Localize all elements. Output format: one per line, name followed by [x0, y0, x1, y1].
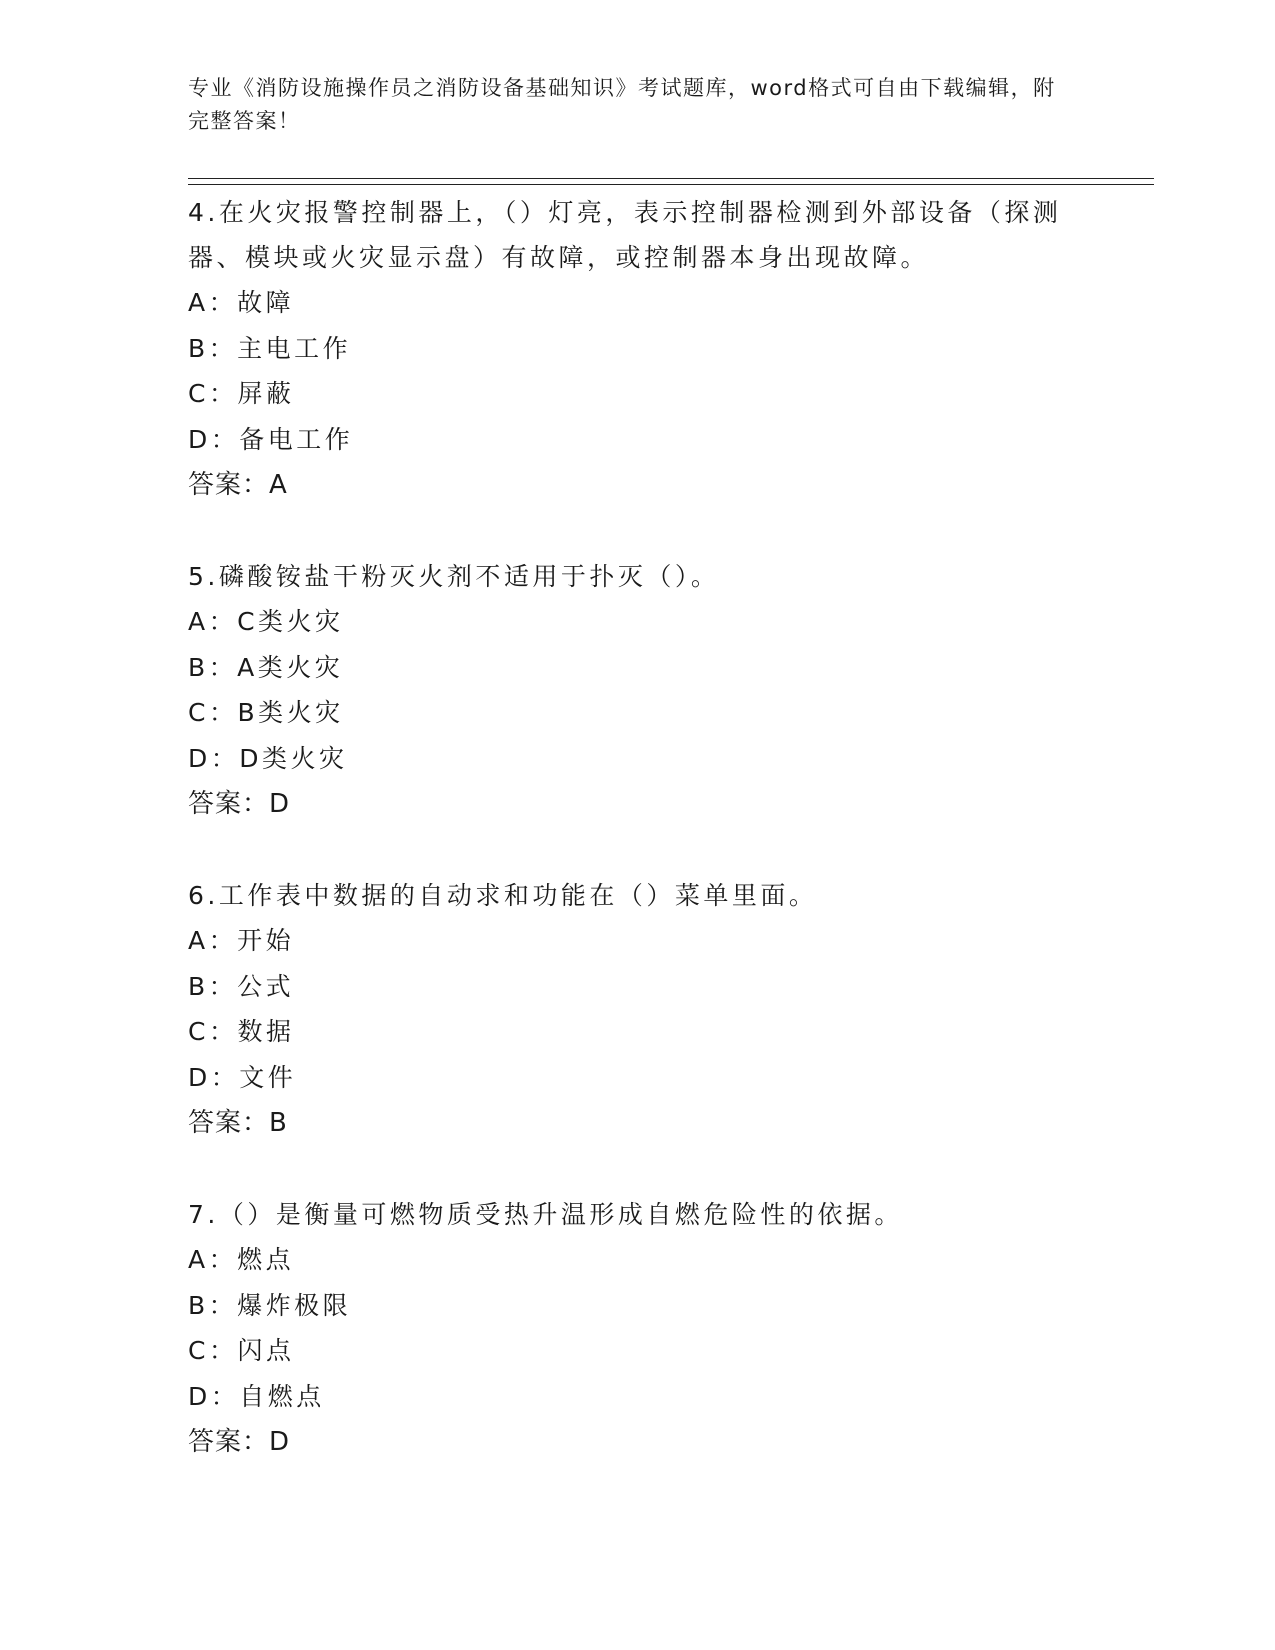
question-6 — [188, 871, 1088, 1146]
question-4 — [188, 188, 1088, 508]
document-header — [188, 72, 1068, 138]
question-5 — [188, 552, 1088, 827]
question-7 — [188, 1190, 1088, 1465]
option-a: A：C类火灾 — [188, 607, 344, 636]
option-a: A：开始 — [188, 926, 295, 955]
option-d: D：文件 — [188, 1062, 297, 1092]
answer: 答案：B — [188, 1108, 288, 1138]
question-stem: 6.工作表中数据的自动求和功能在（）菜单里面。 — [188, 881, 818, 910]
option-c: C：B类火灾 — [188, 698, 344, 727]
option-c: C：闪点 — [188, 1336, 295, 1365]
header-intro: 专业《消防设施操作员之消防设备基础知识》考试题库，word格式可自由下载编辑，附完整答案！ — [188, 76, 1056, 133]
question-stem: 4.在火灾报警控制器上，（）灯亮，表示控制器检测到外部设备（探测器、模块或火灾显示盘）有故障，或控制器本身出现故障。 — [188, 198, 1062, 272]
header-divider-top — [188, 178, 1154, 179]
option-b: B：爆炸极限 — [188, 1290, 352, 1320]
option-b: B：A类火灾 — [188, 652, 344, 682]
option-d: D：备电工作 — [188, 424, 354, 454]
option-b: B：公式 — [188, 971, 295, 1001]
answer: 答案：D — [188, 789, 291, 819]
question-list — [188, 188, 1088, 1465]
answer: 答案：A — [188, 470, 288, 500]
option-a: A：故障 — [188, 288, 295, 317]
option-c: C：数据 — [188, 1017, 295, 1046]
option-a: A：燃点 — [188, 1245, 295, 1274]
option-d: D：D类火灾 — [188, 743, 348, 773]
option-b: B：主电工作 — [188, 333, 352, 363]
answer: 答案：D — [188, 1427, 291, 1457]
option-d: D：自燃点 — [188, 1381, 325, 1411]
option-c: C：屏蔽 — [188, 379, 295, 408]
header-divider-bottom — [188, 184, 1154, 185]
question-stem: 5.磷酸铵盐干粉灭火剂不适用于扑灭（）。 — [188, 562, 720, 591]
question-stem: 7.（）是衡量可燃物质受热升温形成自燃危险性的依据。 — [188, 1200, 903, 1229]
